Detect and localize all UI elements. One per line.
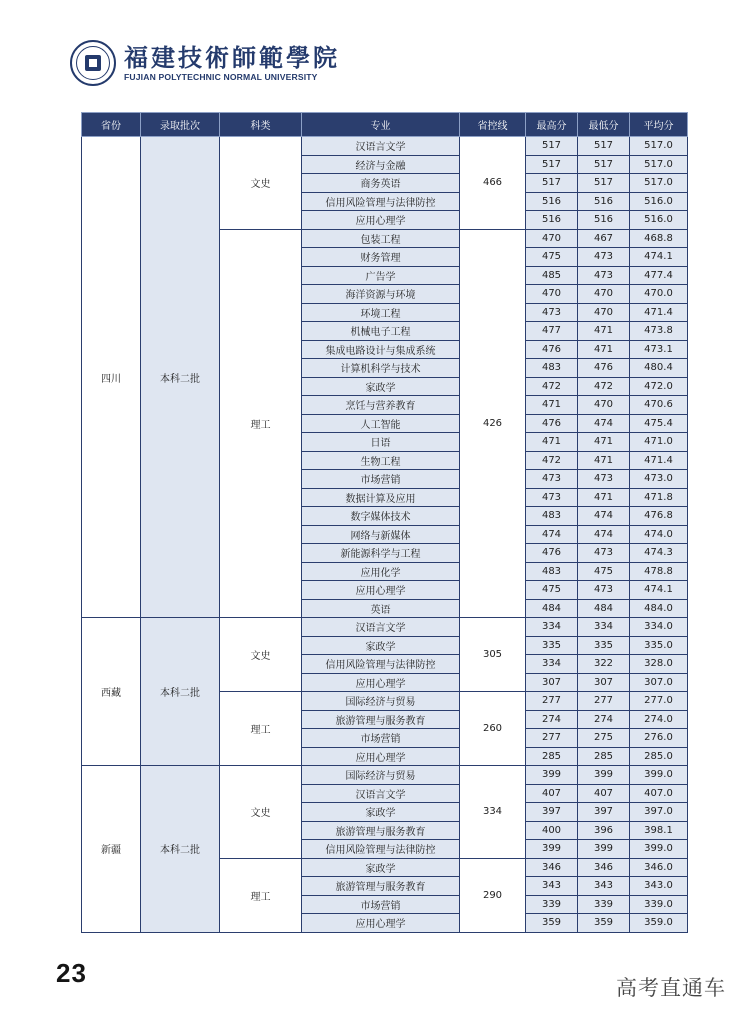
header-major: 专业 [302,113,460,137]
avg-score-cell: 474.3 [630,544,688,563]
min-score-cell: 396 [578,821,630,840]
major-cell: 市场营销 [302,895,460,914]
major-cell: 家政学 [302,803,460,822]
min-score-cell: 470 [578,396,630,415]
avg-score-cell: 480.4 [630,359,688,378]
avg-score-cell: 471.8 [630,488,688,507]
max-score-cell: 484 [526,599,578,618]
min-score-cell: 471 [578,488,630,507]
major-cell: 集成电路设计与集成系统 [302,340,460,359]
max-score-cell: 277 [526,729,578,748]
max-score-cell: 334 [526,655,578,674]
max-score-cell: 339 [526,895,578,914]
major-cell: 汉语言文学 [302,137,460,156]
major-cell: 广告学 [302,266,460,285]
max-score-cell: 334 [526,618,578,637]
max-score-cell: 307 [526,673,578,692]
min-score-cell: 346 [578,858,630,877]
major-cell: 市场营销 [302,470,460,489]
category-cell: 文史 [220,137,302,230]
min-score-cell: 474 [578,525,630,544]
avg-score-cell: 346.0 [630,858,688,877]
avg-score-cell: 474.0 [630,525,688,544]
min-score-cell: 473 [578,581,630,600]
major-cell: 应用心理学 [302,211,460,230]
max-score-cell: 471 [526,433,578,452]
major-cell: 数字媒体技术 [302,507,460,526]
major-cell: 旅游管理与服务教育 [302,821,460,840]
major-cell: 国际经济与贸易 [302,692,460,711]
avg-score-cell: 470.6 [630,396,688,415]
min-score-cell: 484 [578,599,630,618]
min-score-cell: 472 [578,377,630,396]
major-cell: 烹饪与营养教育 [302,396,460,415]
major-cell: 信用风险管理与法律防控 [302,655,460,674]
major-cell: 家政学 [302,377,460,396]
table-row [82,137,688,156]
min-score-cell: 335 [578,636,630,655]
min-score-cell: 359 [578,914,630,933]
category-cell: 文史 [220,766,302,859]
avg-score-cell: 334.0 [630,618,688,637]
avg-score-cell: 470.0 [630,285,688,304]
max-score-cell: 472 [526,451,578,470]
province-cell: 四川 [82,137,141,618]
table-body [82,137,688,933]
header-batch: 录取批次 [141,113,220,137]
major-cell: 旅游管理与服务教育 [302,710,460,729]
avg-score-cell: 473.0 [630,470,688,489]
major-cell: 英语 [302,599,460,618]
major-cell: 应用心理学 [302,914,460,933]
avg-score-cell: 516.0 [630,211,688,230]
major-cell: 应用心理学 [302,747,460,766]
min-score-cell: 334 [578,618,630,637]
min-score-cell: 517 [578,174,630,193]
max-score-cell: 475 [526,248,578,267]
max-score-cell: 474 [526,525,578,544]
avg-score-cell: 398.1 [630,821,688,840]
major-cell: 应用心理学 [302,581,460,600]
major-cell: 家政学 [302,858,460,877]
major-cell: 国际经济与贸易 [302,766,460,785]
avg-score-cell: 471.4 [630,303,688,322]
min-score-cell: 517 [578,155,630,174]
min-score-cell: 516 [578,192,630,211]
max-score-cell: 285 [526,747,578,766]
avg-score-cell: 473.8 [630,322,688,341]
min-score-cell: 277 [578,692,630,711]
avg-score-cell: 335.0 [630,636,688,655]
min-score-cell: 470 [578,303,630,322]
max-score-cell: 516 [526,192,578,211]
max-score-cell: 473 [526,488,578,507]
avg-score-cell: 399.0 [630,840,688,859]
table-header-row [82,113,688,137]
max-score-cell: 485 [526,266,578,285]
avg-score-cell: 516.0 [630,192,688,211]
min-score-cell: 307 [578,673,630,692]
page-number: 23 [56,958,87,988]
min-score-cell: 473 [578,470,630,489]
max-score-cell: 473 [526,303,578,322]
avg-score-cell: 307.0 [630,673,688,692]
min-score-cell: 467 [578,229,630,248]
admission-score-table [81,112,688,933]
major-cell: 包装工程 [302,229,460,248]
max-score-cell: 359 [526,914,578,933]
province-cell: 新疆 [82,766,141,933]
control-line-cell: 426 [460,229,526,618]
major-cell: 数据计算及应用 [302,488,460,507]
table-row [82,766,688,785]
table-row [82,618,688,637]
avg-score-cell: 517.0 [630,174,688,193]
avg-score-cell: 468.8 [630,229,688,248]
header-max-score: 最高分 [526,113,578,137]
min-score-cell: 275 [578,729,630,748]
avg-score-cell: 517.0 [630,137,688,156]
avg-score-cell: 475.4 [630,414,688,433]
major-cell: 旅游管理与服务教育 [302,877,460,896]
min-score-cell: 476 [578,359,630,378]
avg-score-cell: 339.0 [630,895,688,914]
major-cell: 计算机科学与技术 [302,359,460,378]
min-score-cell: 474 [578,507,630,526]
avg-score-cell: 274.0 [630,710,688,729]
avg-score-cell: 471.4 [630,451,688,470]
max-score-cell: 483 [526,507,578,526]
min-score-cell: 322 [578,655,630,674]
max-score-cell: 477 [526,322,578,341]
max-score-cell: 470 [526,285,578,304]
max-score-cell: 517 [526,155,578,174]
major-cell: 商务英语 [302,174,460,193]
avg-score-cell: 407.0 [630,784,688,803]
header-category: 科类 [220,113,302,137]
min-score-cell: 399 [578,766,630,785]
major-cell: 信用风险管理与法律防控 [302,840,460,859]
avg-score-cell: 328.0 [630,655,688,674]
max-score-cell: 472 [526,377,578,396]
header-min-score: 最低分 [578,113,630,137]
avg-score-cell: 277.0 [630,692,688,711]
major-cell: 家政学 [302,636,460,655]
university-name-cn: 福建技術師範學院 [124,42,340,72]
min-score-cell: 475 [578,562,630,581]
major-cell: 新能源科学与工程 [302,544,460,563]
control-line-cell: 290 [460,858,526,932]
avg-score-cell: 276.0 [630,729,688,748]
max-score-cell: 473 [526,470,578,489]
university-seal-logo [70,40,116,86]
header-control-line: 省控线 [460,113,526,137]
avg-score-cell: 472.0 [630,377,688,396]
category-cell: 文史 [220,618,302,692]
min-score-cell: 407 [578,784,630,803]
max-score-cell: 346 [526,858,578,877]
category-cell: 理工 [220,858,302,932]
min-score-cell: 517 [578,137,630,156]
avg-score-cell: 471.0 [630,433,688,452]
control-line-cell: 260 [460,692,526,766]
max-score-cell: 471 [526,396,578,415]
major-cell: 信用风险管理与法律防控 [302,192,460,211]
major-cell: 机械电子工程 [302,322,460,341]
avg-score-cell: 477.4 [630,266,688,285]
min-score-cell: 471 [578,322,630,341]
avg-score-cell: 285.0 [630,747,688,766]
major-cell: 汉语言文学 [302,618,460,637]
min-score-cell: 473 [578,544,630,563]
min-score-cell: 471 [578,340,630,359]
min-score-cell: 473 [578,266,630,285]
control-line-cell: 334 [460,766,526,859]
avg-score-cell: 399.0 [630,766,688,785]
category-cell: 理工 [220,692,302,766]
max-score-cell: 475 [526,581,578,600]
major-cell: 汉语言文学 [302,784,460,803]
major-cell: 财务管理 [302,248,460,267]
header-avg-score: 平均分 [630,113,688,137]
batch-cell: 本科二批 [141,618,220,766]
min-score-cell: 516 [578,211,630,230]
max-score-cell: 516 [526,211,578,230]
avg-score-cell: 484.0 [630,599,688,618]
min-score-cell: 471 [578,433,630,452]
major-cell: 市场营销 [302,729,460,748]
min-score-cell: 285 [578,747,630,766]
max-score-cell: 399 [526,766,578,785]
category-cell: 理工 [220,229,302,618]
major-cell: 人工智能 [302,414,460,433]
header-province: 省份 [82,113,141,137]
avg-score-cell: 517.0 [630,155,688,174]
max-score-cell: 517 [526,137,578,156]
min-score-cell: 343 [578,877,630,896]
major-cell: 网络与新媒体 [302,525,460,544]
max-score-cell: 476 [526,544,578,563]
avg-score-cell: 359.0 [630,914,688,933]
university-name-en: FUJIAN POLYTECHNIC NORMAL UNIVERSITY [124,71,318,82]
avg-score-cell: 343.0 [630,877,688,896]
watermark-text: 高考直通车 [616,976,726,1000]
avg-score-cell: 478.8 [630,562,688,581]
max-score-cell: 483 [526,562,578,581]
max-score-cell: 274 [526,710,578,729]
province-cell: 西藏 [82,618,141,766]
avg-score-cell: 397.0 [630,803,688,822]
major-cell: 环境工程 [302,303,460,322]
header [70,38,340,88]
major-cell: 生物工程 [302,451,460,470]
min-score-cell: 471 [578,451,630,470]
max-score-cell: 399 [526,840,578,859]
avg-score-cell: 474.1 [630,248,688,267]
max-score-cell: 277 [526,692,578,711]
max-score-cell: 343 [526,877,578,896]
max-score-cell: 397 [526,803,578,822]
max-score-cell: 470 [526,229,578,248]
university-brand [124,42,340,82]
max-score-cell: 483 [526,359,578,378]
batch-cell: 本科二批 [141,766,220,933]
batch-cell: 本科二批 [141,137,220,618]
control-line-cell: 466 [460,137,526,230]
major-cell: 经济与金融 [302,155,460,174]
min-score-cell: 274 [578,710,630,729]
min-score-cell: 474 [578,414,630,433]
avg-score-cell: 476.8 [630,507,688,526]
min-score-cell: 473 [578,248,630,267]
max-score-cell: 335 [526,636,578,655]
min-score-cell: 339 [578,895,630,914]
min-score-cell: 470 [578,285,630,304]
max-score-cell: 476 [526,340,578,359]
major-cell: 应用化学 [302,562,460,581]
max-score-cell: 476 [526,414,578,433]
max-score-cell: 407 [526,784,578,803]
avg-score-cell: 473.1 [630,340,688,359]
min-score-cell: 397 [578,803,630,822]
max-score-cell: 400 [526,821,578,840]
avg-score-cell: 474.1 [630,581,688,600]
min-score-cell: 399 [578,840,630,859]
control-line-cell: 305 [460,618,526,692]
major-cell: 应用心理学 [302,673,460,692]
major-cell: 日语 [302,433,460,452]
major-cell: 海洋资源与环境 [302,285,460,304]
max-score-cell: 517 [526,174,578,193]
